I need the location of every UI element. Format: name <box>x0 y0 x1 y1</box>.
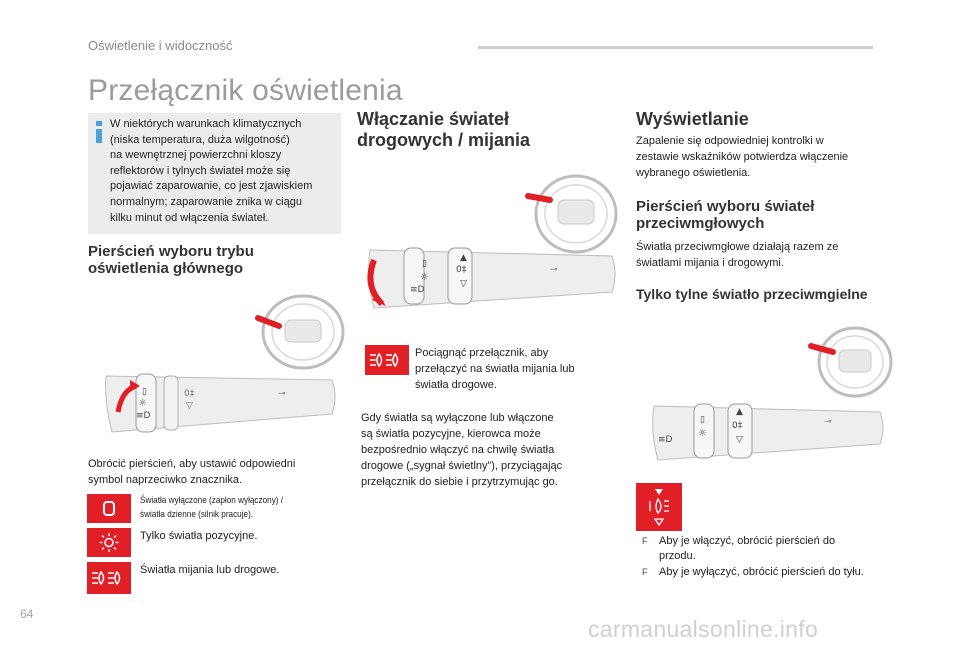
sidelights-tile <box>87 528 131 557</box>
right-heading: Wyświetlanie <box>636 109 749 129</box>
display-text: Zapalenie się odpowiedniej kontrolki w zestawie wskaźników potwierdza włączenie wybranego oświetlenia. <box>636 135 849 179</box>
page-number: 64 <box>20 607 34 621</box>
rotate-instruction: Obrócić pierścień, aby ustawić odpowiedni symbol naprzeciwko znacznika. <box>88 458 296 486</box>
headlights-tile-middle <box>365 345 409 375</box>
svg-text:≡D: ≡D <box>136 411 151 421</box>
pull-text: Pociągnąć przełącznik, aby przełączyć na światła mijania lub światła drogowe. <box>415 347 575 391</box>
svg-text:▽: ▽ <box>186 401 193 411</box>
light-stalk-illustration-middle <box>360 242 620 314</box>
note-box <box>88 113 341 234</box>
watermark: carmanualsonline.info <box>588 616 819 642</box>
svg-text:▽: ▽ <box>460 279 467 289</box>
steering-wheel-illustration-left <box>255 290 345 370</box>
headlights-text: Światła mijania lub drogowe. <box>140 564 280 576</box>
page-title: Przełącznik oświetlenia <box>88 74 403 107</box>
middle-heading: Włączanie świateł drogowych / mijania <box>357 109 531 150</box>
sidelights-icon <box>87 528 131 557</box>
svg-text:≡D: ≡D <box>410 285 425 295</box>
svg-text:☼: ☼ <box>420 272 429 283</box>
rear-fog-icon <box>636 483 682 531</box>
svg-text:0‡: 0‡ <box>184 389 195 399</box>
svg-text:▲: ▲ <box>460 253 467 263</box>
bullet-item-2: Aby je wyłączyć, obrócić pierścień do tyłu. <box>659 566 864 578</box>
light-stalk-illustration-right <box>648 398 888 468</box>
svg-text:☼: ☼ <box>698 428 707 439</box>
headlights-icon <box>87 562 131 594</box>
svg-text:⊸: ⊸ <box>824 417 832 427</box>
lights-off-tile <box>87 494 131 523</box>
svg-text:▯: ▯ <box>700 415 705 425</box>
fog-text: Światła przeciwmgłowe działają razem ze światłami mijania i drogowymi. <box>636 241 839 269</box>
lights-off-icon <box>87 494 131 523</box>
headlights-tile <box>87 562 131 594</box>
svg-text:▽: ▽ <box>736 435 743 445</box>
rear-fog-tile <box>636 483 682 531</box>
svg-text:▲: ▲ <box>736 407 743 417</box>
light-stalk-illustration-left <box>100 366 340 438</box>
svg-text:0‡: 0‡ <box>732 421 743 431</box>
svg-text:0‡: 0‡ <box>456 265 467 275</box>
svg-text:⊸: ⊸ <box>278 389 286 399</box>
svg-text:▯: ▯ <box>422 259 427 269</box>
svg-text:⊸: ⊸ <box>550 265 558 275</box>
rear-fog-heading: Tylko tylne światło przeciwmgielne <box>636 286 868 302</box>
headlights-icon <box>365 345 409 375</box>
svg-text:≡D: ≡D <box>658 435 673 445</box>
sidelights-text: Tylko światła pozycyjne. <box>140 530 258 542</box>
lights-off-text: Światła wyłączone (zapłon wyłączony) / światła dzienne (silnik pracuje). <box>140 495 284 520</box>
left-heading: Pierścień wyboru trybu oświetlenia głównego <box>88 243 254 277</box>
bullet-item-1: Aby je włączyć, obrócić pierścień do przodu. <box>659 535 836 562</box>
bullet-symbol-1: F <box>642 536 648 546</box>
steering-wheel-illustration-right <box>805 322 895 402</box>
svg-text:☼: ☼ <box>138 398 147 409</box>
note-text: W niektórych warunkach klimatycznych (niska temperatura, duża wilgotność) na wewnętrznej powierzchni kloszy reflektorów i tylnych świateł może się pojawiać zaparowanie, co jest zjawiskiem normalnym; zaparowanie znika w ciągu kilku minut od włączenia świateł. <box>110 118 313 224</box>
flash-text: Gdy światła są wyłączone lub włączone są światła pozycyjne, kierowca może bezpośrednio włączyć na chwilę światła drogowe („sygnał świetlny”), przyciągając przełącznik do siebie i przytrzymując go. <box>361 412 563 488</box>
svg-text:▯: ▯ <box>142 387 147 397</box>
header-rule <box>478 46 873 49</box>
fog-heading: Pierścień wyboru świateł przeciwmgłowych <box>636 198 815 232</box>
bullet-symbol-2: F <box>642 567 648 577</box>
info-icon <box>96 121 102 143</box>
section-header: Oświetlenie i widoczność <box>88 38 233 53</box>
